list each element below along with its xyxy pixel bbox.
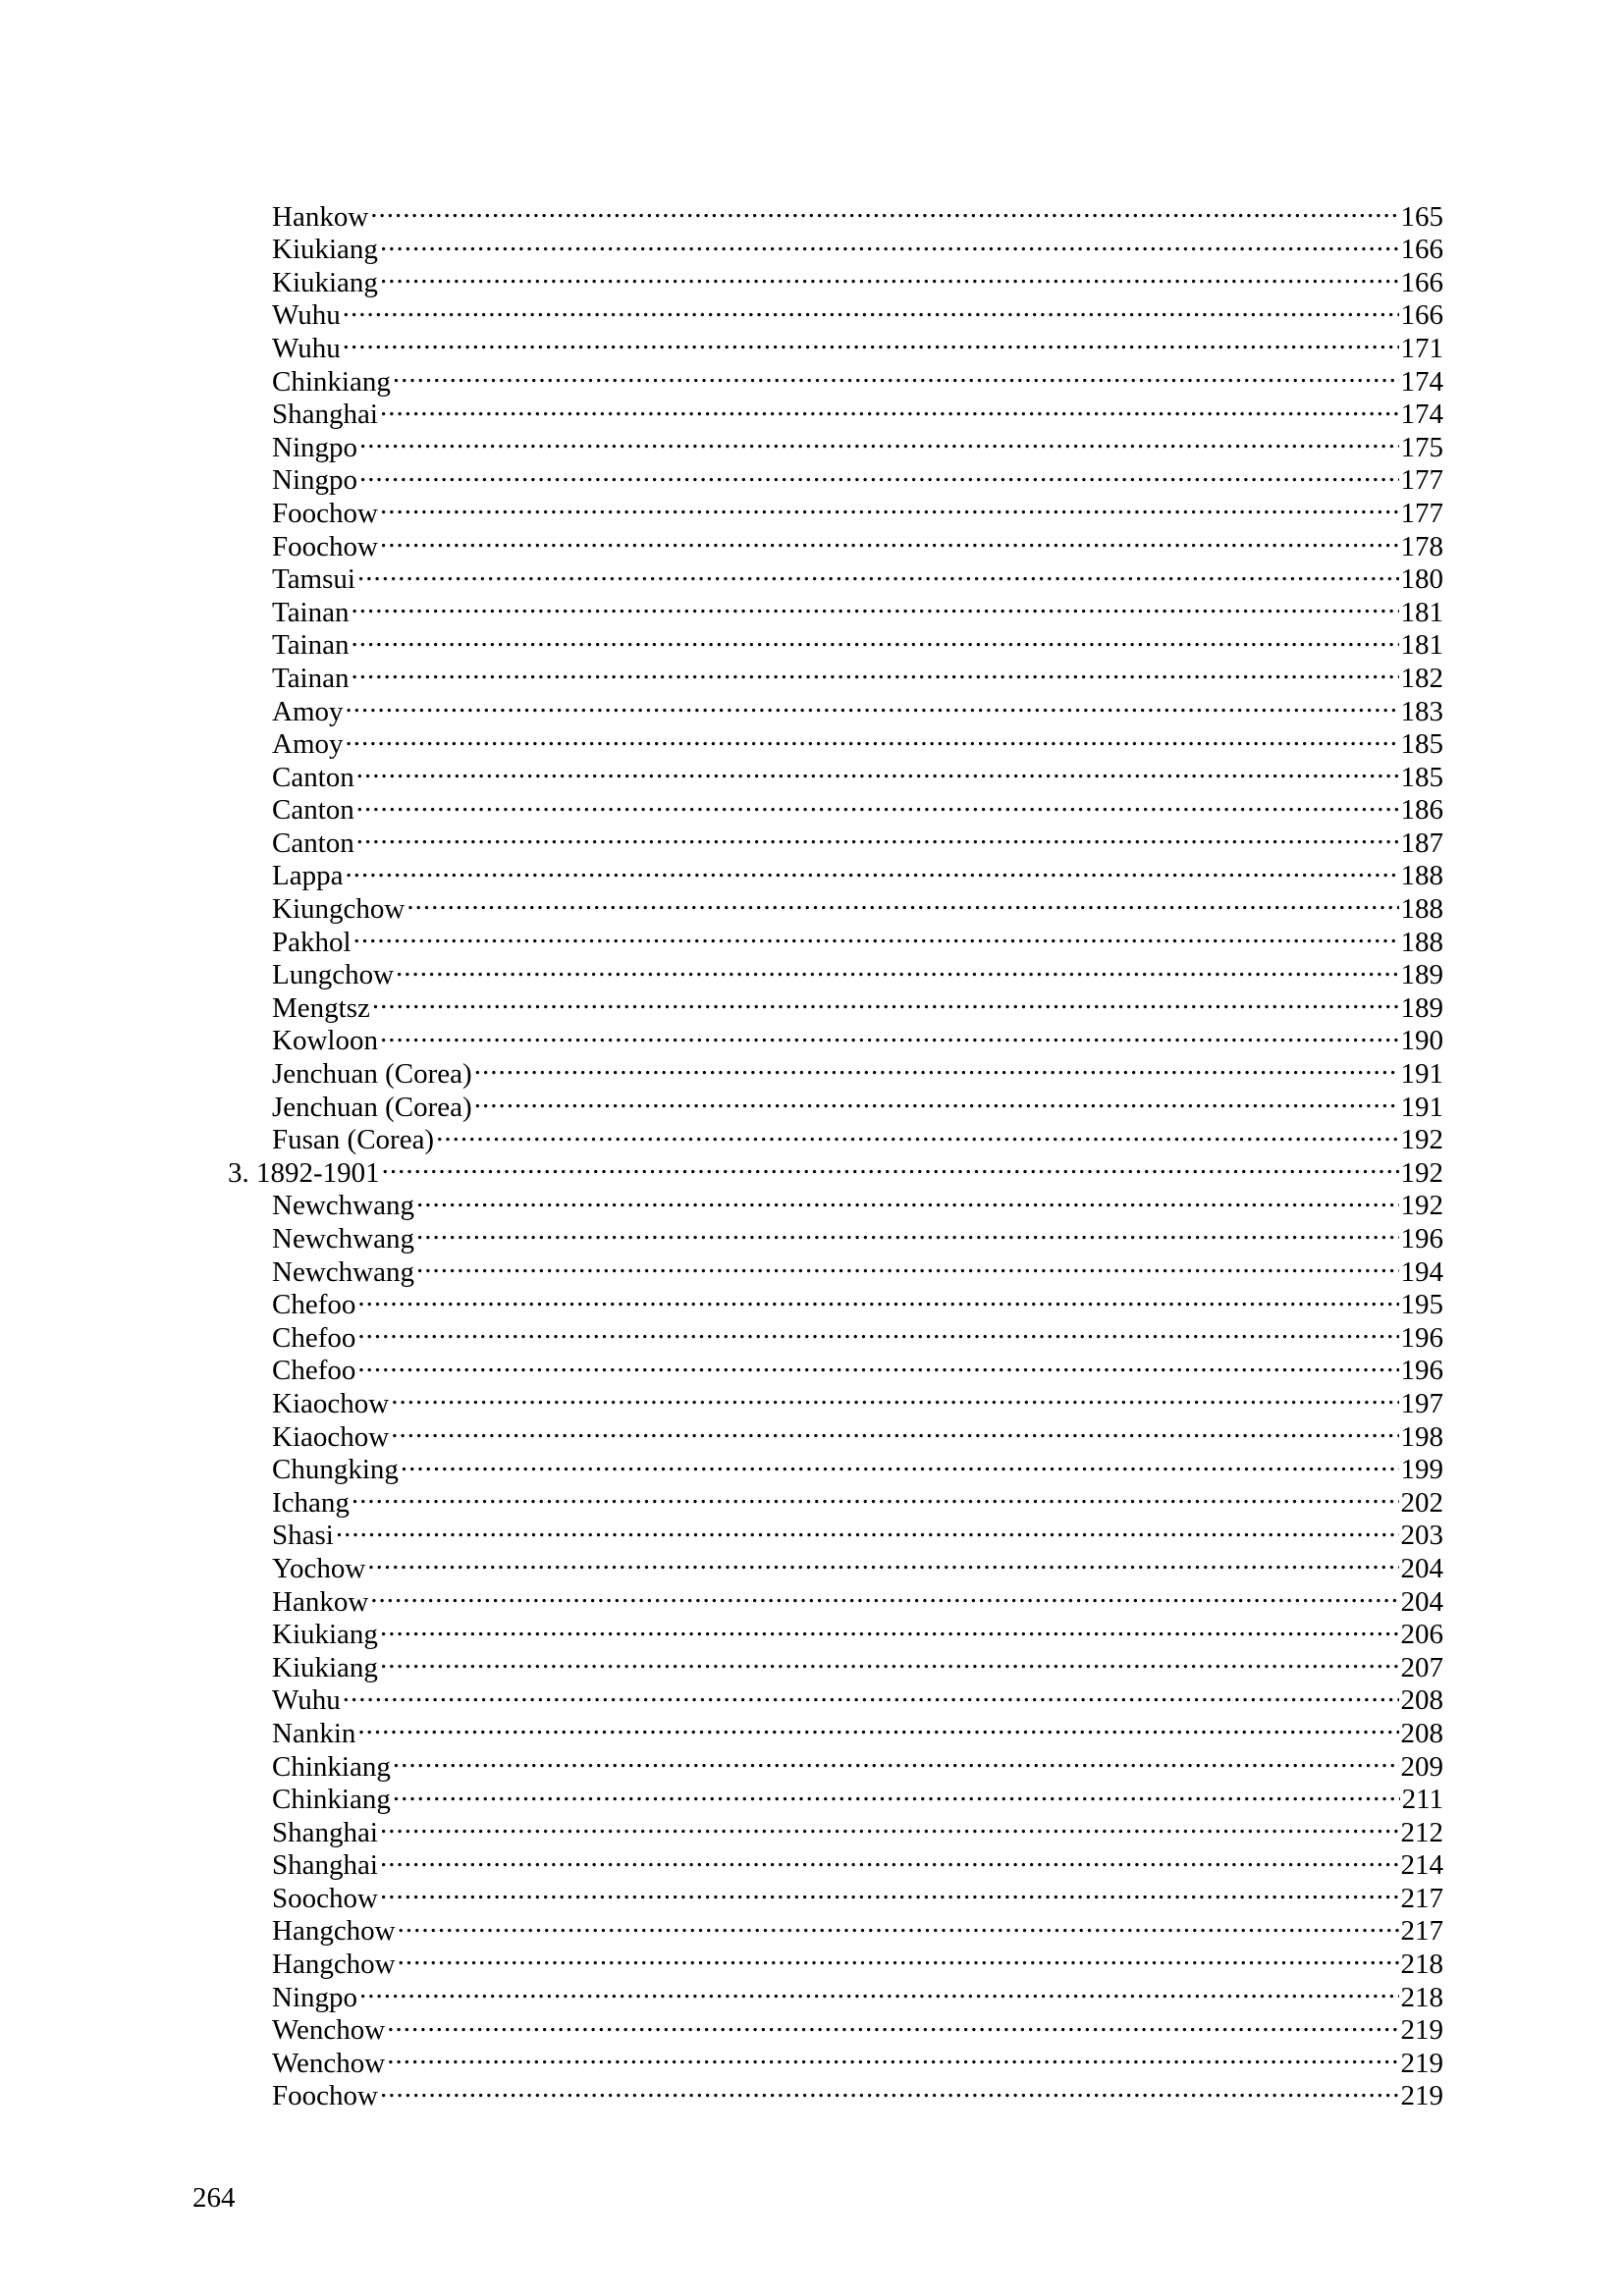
toc-entry-page-number: 177 (1400, 497, 1443, 529)
dot-leader (343, 1677, 1399, 1710)
toc-entry-label: Hangchow (272, 1915, 396, 1948)
toc-entry-label: Wuhu (272, 332, 341, 364)
toc-entry-label: Kiungchow (272, 893, 406, 926)
dot-leader (367, 1544, 1398, 1577)
toc-entry-label: Newchwang (272, 1223, 414, 1255)
toc-entry-page-number: 207 (1400, 1651, 1443, 1683)
toc-entry-label: Jenchuan (Corea) (272, 1058, 472, 1091)
toc-entry-label: Nankin (272, 1717, 356, 1749)
dot-leader (393, 357, 1399, 391)
toc-entry-label: Foochow (272, 497, 378, 529)
toc-entry-label: Canton (272, 761, 354, 793)
toc-entry[interactable] (228, 588, 1443, 628)
toc-entry-label: Foochow (272, 2080, 378, 2112)
toc-entry-label: Newchwang (272, 1190, 414, 1222)
toc-entry[interactable] (228, 1379, 1443, 1419)
toc-entry-page-number: 203 (1400, 1520, 1443, 1552)
toc-entry-label: Kiaochow (272, 1387, 390, 1419)
toc-entry-label: Chinkiang (272, 1750, 391, 1783)
dot-leader (359, 456, 1399, 490)
toc-entry-label: Jenchuan (Corea) (272, 1091, 472, 1123)
toc-entry-label: Tamsui (272, 563, 355, 596)
dot-leader (370, 192, 1398, 226)
toc-entry-label: Chinkiang (272, 365, 391, 398)
dot-leader (352, 1478, 1399, 1512)
toc-entry-label: Kowloon (272, 1025, 378, 1057)
dot-leader (380, 2072, 1399, 2106)
toc-entry-page-number: 186 (1400, 794, 1443, 827)
toc-entry-label: Tainan (272, 629, 350, 662)
toc-entry-page-number: 196 (1400, 1355, 1443, 1387)
toc-entry-page-number: 204 (1400, 1585, 1443, 1618)
dot-leader (372, 984, 1399, 1017)
dot-leader (380, 391, 1399, 424)
toc-entry-page-number: 204 (1400, 1552, 1443, 1584)
toc-entry[interactable] (228, 1776, 1443, 1816)
toc-entry-page-number: 182 (1400, 662, 1443, 694)
toc-entry-page-number: 208 (1400, 1684, 1443, 1717)
toc-entry-label: Wenchow (272, 2014, 386, 2047)
toc-entry-page-number: 206 (1400, 1619, 1443, 1651)
toc-entry[interactable] (228, 324, 1443, 364)
dot-leader (345, 852, 1398, 885)
toc-entry-page-number: 196 (1400, 1223, 1443, 1255)
toc-entry[interactable] (228, 1940, 1443, 1981)
dot-leader (357, 1281, 1398, 1314)
dot-leader (398, 1940, 1399, 1973)
dot-leader (359, 1973, 1399, 2006)
toc-entry[interactable] (228, 753, 1443, 793)
toc-entry[interactable] (228, 489, 1443, 529)
toc-entry[interactable] (228, 1808, 1443, 1848)
dot-leader (393, 1776, 1400, 1809)
toc-entry-page-number: 181 (1400, 596, 1443, 628)
toc-entry-page-number: 189 (1400, 959, 1443, 991)
dot-leader (343, 292, 1399, 325)
toc-entry-page-number: 185 (1400, 728, 1443, 761)
dot-leader (380, 1017, 1399, 1050)
toc-entry[interactable] (228, 819, 1443, 859)
dot-leader (391, 1413, 1398, 1446)
toc-entry[interactable] (228, 1478, 1443, 1519)
dot-leader (380, 1643, 1399, 1677)
toc-entry-label: Ichang (272, 1486, 350, 1519)
toc-entry[interactable] (228, 721, 1443, 761)
dot-leader (336, 1512, 1399, 1545)
toc-section-entry[interactable] (228, 1148, 1443, 1189)
dot-leader (401, 1446, 1399, 1479)
dot-leader (387, 2039, 1398, 2072)
toc-entry-page-number: 183 (1400, 695, 1443, 727)
toc-entry-label: Fusan (Corea) (272, 1124, 435, 1156)
toc-entry-page-number: 174 (1400, 365, 1443, 398)
toc-entry[interactable] (228, 1577, 1443, 1618)
toc-entry-page-number: 191 (1400, 1091, 1443, 1123)
toc-entry-label: Kiukiang (272, 266, 378, 298)
toc-entry[interactable] (228, 1512, 1443, 1552)
toc-entry-page-number: 219 (1400, 2080, 1443, 2112)
toc-entry-label: Mengtsz (272, 991, 370, 1024)
dot-leader (416, 1248, 1399, 1281)
dot-leader (436, 1116, 1398, 1149)
toc-entry[interactable] (228, 2006, 1443, 2047)
table-of-contents (228, 192, 1443, 2112)
toc-entry-page-number: 185 (1400, 761, 1443, 793)
dot-leader (380, 258, 1399, 292)
toc-entry-page-number: 196 (1400, 1321, 1443, 1354)
toc-entry[interactable] (228, 391, 1443, 431)
toc-entry[interactable] (228, 1544, 1443, 1584)
dot-leader (416, 1214, 1399, 1248)
dot-leader (380, 1808, 1399, 1842)
toc-entry-label: Amoy (272, 695, 344, 727)
toc-entry[interactable] (228, 2039, 1443, 2079)
toc-entry-page-number: 192 (1400, 1124, 1443, 1156)
toc-entry-label: Kiaochow (272, 1420, 390, 1453)
toc-entry-label: Kiukiang (272, 234, 378, 266)
toc-entry-page-number: 190 (1400, 1025, 1443, 1057)
toc-entry-page-number: 192 (1400, 1156, 1443, 1189)
dot-leader (356, 753, 1399, 786)
toc-entry[interactable] (228, 687, 1443, 727)
dot-leader (346, 721, 1399, 754)
toc-entry-page-number: 211 (1401, 1784, 1443, 1816)
toc-entry-page-number: 191 (1400, 1058, 1443, 1091)
toc-entry-label: Tainan (272, 596, 350, 628)
toc-entry-label: Hankow (272, 1585, 369, 1618)
toc-entry-label: Ningpo (272, 431, 357, 463)
toc-entry-label: Wuhu (272, 299, 341, 332)
toc-entry-label: Kiukiang (272, 1619, 378, 1651)
toc-entry-page-number: 177 (1400, 464, 1443, 497)
toc-entry-page-number: 212 (1400, 1816, 1443, 1848)
toc-entry-label: Shasi (272, 1520, 334, 1552)
dot-leader (391, 1379, 1398, 1413)
toc-entry-page-number: 202 (1400, 1486, 1443, 1519)
toc-entry-page-number: 188 (1400, 893, 1443, 926)
toc-entry[interactable] (228, 1446, 1443, 1486)
toc-entry-label: Yochow (272, 1552, 366, 1584)
dot-leader (352, 654, 1399, 687)
toc-entry-label: Ningpo (272, 1981, 357, 2013)
toc-entry[interactable] (228, 1973, 1443, 2013)
toc-entry-page-number: 171 (1400, 332, 1443, 364)
dot-leader (380, 226, 1399, 259)
toc-entry-page-number: 219 (1400, 2047, 1443, 2079)
dot-leader (380, 1611, 1399, 1644)
toc-entry[interactable] (228, 1742, 1443, 1783)
toc-entry[interactable] (228, 1413, 1443, 1453)
toc-entry-label: Ningpo (272, 464, 357, 497)
toc-entry[interactable] (228, 621, 1443, 662)
toc-entry-label: Chungking (272, 1454, 399, 1486)
dot-leader (343, 324, 1399, 357)
toc-entry-page-number: 214 (1400, 1849, 1443, 1882)
toc-entry[interactable] (228, 951, 1443, 991)
toc-entry-label: Hangchow (272, 1949, 396, 1981)
toc-entry-page-number: 178 (1400, 530, 1443, 562)
toc-entry[interactable] (228, 984, 1443, 1024)
toc-entry-page-number: 194 (1400, 1255, 1443, 1288)
toc-entry-page-number: 218 (1400, 1981, 1443, 2013)
dot-leader (357, 1709, 1398, 1742)
toc-entry[interactable] (228, 357, 1443, 398)
dot-leader (380, 489, 1399, 522)
toc-entry-label: Chinkiang (272, 1784, 391, 1816)
toc-entry-page-number: 188 (1400, 926, 1443, 958)
toc-entry[interactable] (228, 1049, 1443, 1091)
dot-leader (474, 1049, 1399, 1083)
toc-entry-label: Lappa (272, 860, 344, 892)
toc-entry[interactable] (228, 423, 1443, 463)
toc-entry-page-number: 199 (1400, 1454, 1443, 1486)
toc-entry-page-number: 175 (1400, 431, 1443, 463)
toc-entry[interactable] (228, 456, 1443, 497)
toc-entry-label: Soochow (272, 1882, 378, 1914)
toc-entry-page-number: 166 (1400, 266, 1443, 298)
toc-entry[interactable] (228, 1874, 1443, 1914)
toc-entry[interactable] (228, 918, 1443, 958)
toc-entry-page-number: 197 (1400, 1387, 1443, 1419)
toc-entry[interactable] (228, 1677, 1443, 1717)
toc-entry-page-number: 198 (1400, 1420, 1443, 1453)
dot-leader (357, 556, 1399, 589)
toc-entry[interactable] (228, 1907, 1443, 1948)
toc-entry-label: Hankow (272, 200, 369, 233)
toc-entry[interactable] (228, 1643, 1443, 1683)
toc-entry-page-number: 187 (1400, 827, 1443, 859)
dot-leader (406, 884, 1398, 918)
toc-entry[interactable] (228, 522, 1443, 562)
toc-entry[interactable] (228, 556, 1443, 596)
toc-entry[interactable] (228, 1842, 1443, 1882)
toc-entry[interactable] (228, 884, 1443, 926)
toc-entry-label: Canton (272, 827, 354, 859)
toc-entry-page-number: 219 (1400, 2014, 1443, 2047)
toc-entry-page-number: 209 (1400, 1750, 1443, 1783)
toc-entry-page-number: 180 (1400, 563, 1443, 596)
page-number: 264 (192, 2182, 236, 2214)
dot-leader (352, 588, 1399, 621)
toc-entry[interactable] (228, 1611, 1443, 1651)
toc-entry[interactable] (228, 1182, 1443, 1222)
toc-entry-page-number: 192 (1400, 1190, 1443, 1222)
dot-leader (370, 1577, 1398, 1611)
dot-leader (396, 951, 1398, 985)
toc-entry[interactable] (228, 2072, 1443, 2112)
toc-entry-page-number: 165 (1400, 200, 1443, 233)
toc-entry-page-number: 174 (1400, 399, 1443, 431)
toc-entry-label: Chefoo (272, 1355, 356, 1387)
toc-entry[interactable] (228, 852, 1443, 892)
dot-leader (356, 786, 1399, 820)
toc-entry-label: Chefoo (272, 1289, 356, 1321)
toc-entry-page-number: 188 (1400, 860, 1443, 892)
dot-leader (356, 819, 1399, 852)
dot-leader (357, 1347, 1398, 1380)
toc-entry[interactable] (228, 292, 1443, 332)
toc-entry[interactable] (228, 226, 1443, 266)
dot-leader (346, 687, 1399, 721)
toc-entry-label: Pakhol (272, 926, 352, 958)
dot-leader (393, 1742, 1399, 1776)
toc-entry-label: Wuhu (272, 1684, 341, 1717)
toc-entry-label: Kiukiang (272, 1651, 378, 1683)
dot-leader (474, 1083, 1399, 1116)
toc-entry-label: Amoy (272, 728, 344, 761)
toc-entry-page-number: 218 (1400, 1949, 1443, 1981)
toc-entry-page-number: 195 (1400, 1289, 1443, 1321)
toc-entry-page-number: 189 (1400, 991, 1443, 1024)
toc-entry[interactable] (228, 1281, 1443, 1321)
toc-entry-label: Wenchow (272, 2047, 386, 2079)
toc-entry[interactable] (228, 1709, 1443, 1749)
toc-entry-page-number: 181 (1400, 629, 1443, 662)
toc-entry-page-number: 166 (1400, 234, 1443, 266)
dot-leader (387, 2006, 1398, 2040)
dot-leader (398, 1907, 1399, 1941)
toc-entry-page-number: 217 (1400, 1882, 1443, 1914)
toc-entry-label: Shanghai (272, 1816, 378, 1848)
toc-entry[interactable] (228, 786, 1443, 827)
dot-leader (357, 1313, 1398, 1347)
toc-entry-label: Lungchow (272, 959, 395, 991)
dot-leader (359, 423, 1399, 456)
toc-entry-page-number: 208 (1400, 1717, 1443, 1749)
toc-entry-page-number: 166 (1400, 299, 1443, 332)
toc-entry-page-number: 217 (1400, 1915, 1443, 1948)
toc-entry-label: 3. 1892-1901 (228, 1156, 380, 1189)
toc-entry[interactable] (228, 1347, 1443, 1387)
dot-leader (382, 1148, 1399, 1182)
toc-entry[interactable] (228, 1017, 1443, 1057)
toc-entry-label: Canton (272, 794, 354, 827)
dot-leader (380, 522, 1399, 556)
toc-entry[interactable] (228, 1313, 1443, 1354)
dot-leader (380, 1842, 1399, 1875)
dot-leader (380, 1874, 1399, 1907)
toc-entry[interactable] (228, 258, 1443, 298)
toc-entry-label: Newchwang (272, 1255, 414, 1288)
toc-entry-label: Shanghai (272, 399, 378, 431)
dot-leader (353, 918, 1399, 951)
toc-entry-label: Tainan (272, 662, 350, 694)
toc-entry-label: Shanghai (272, 1849, 378, 1882)
toc-entry-label: Chefoo (272, 1321, 356, 1354)
dot-leader (352, 621, 1399, 655)
dot-leader (416, 1182, 1399, 1215)
toc-entry-label: Foochow (272, 530, 378, 562)
toc-entry[interactable] (228, 654, 1443, 694)
toc-entry[interactable] (228, 192, 1443, 233)
